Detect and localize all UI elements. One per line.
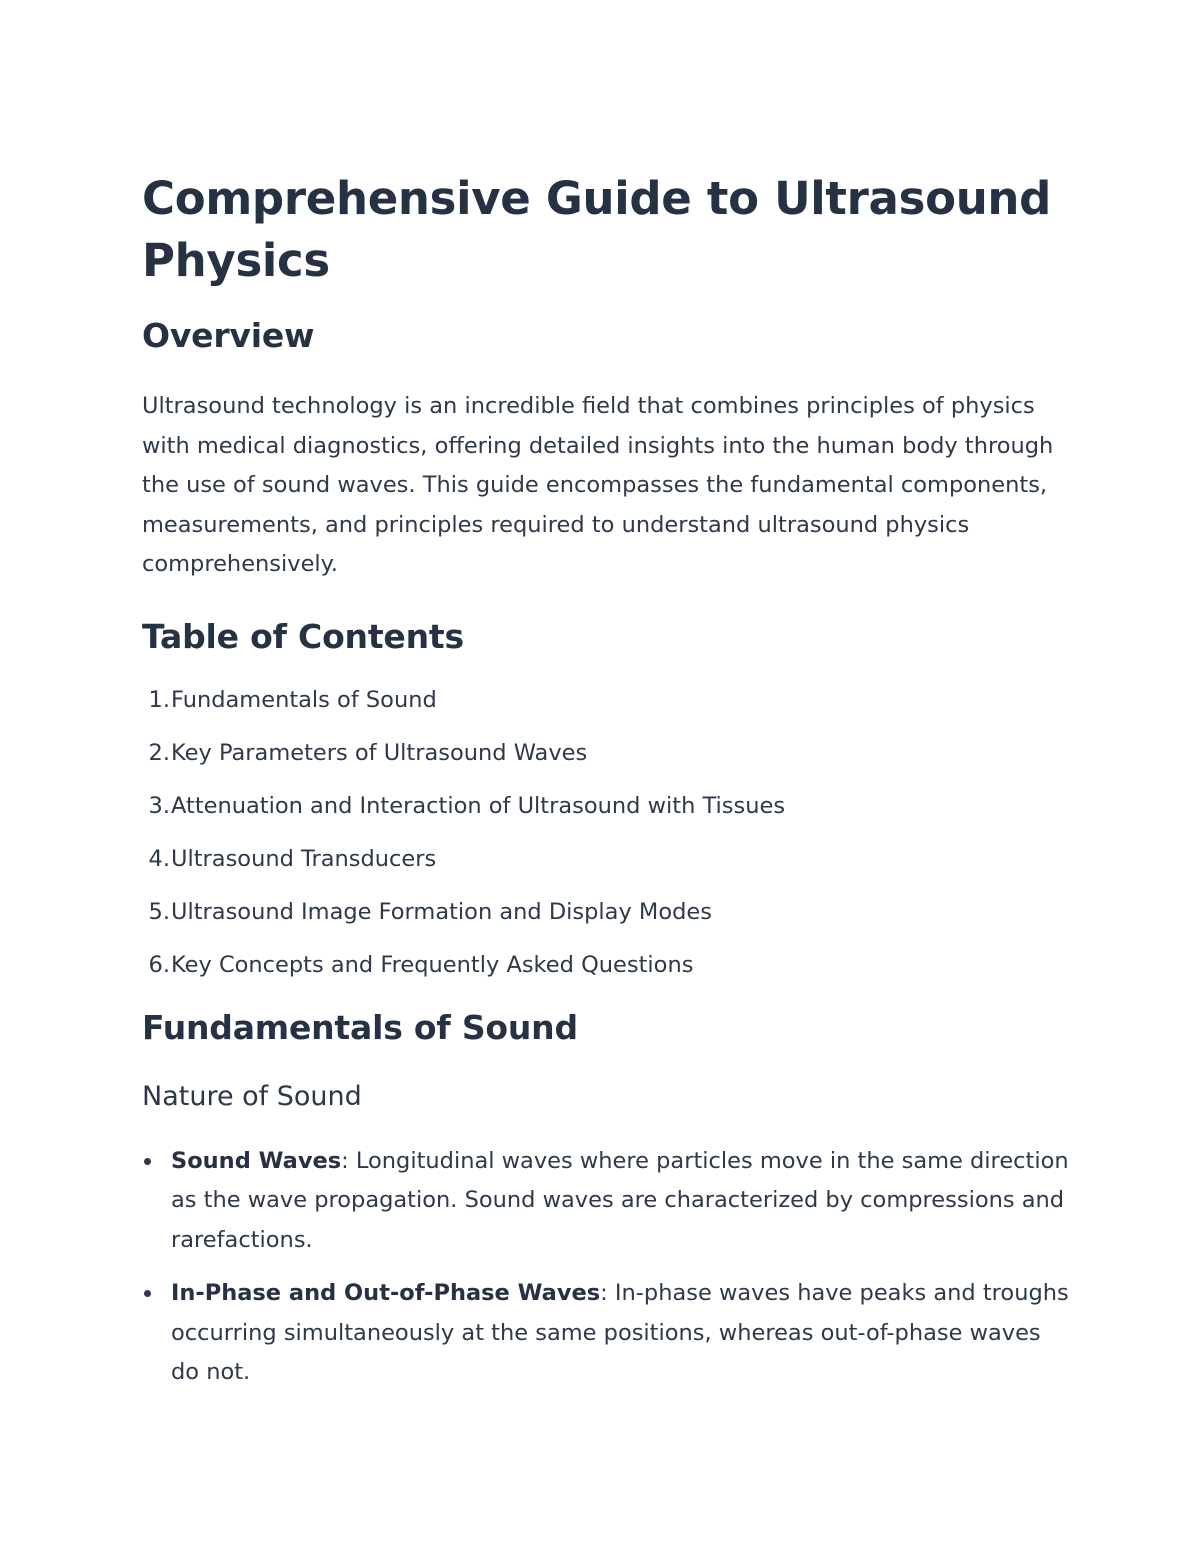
- toc-item[interactable]: [142, 683, 1072, 717]
- toc-item-number: 4.: [148, 845, 170, 872]
- bullet-text: : Longitudinal waves where particles move in the same direction as the wave propagation. Sound waves are characterized by compressions and rarefactions.: [171, 1147, 1069, 1253]
- bullet-term: Sound Waves: [171, 1147, 342, 1174]
- bullet-text: : In-phase waves have peaks and troughs occurring simultaneously at the same positions, whereas out-of-phase waves do not.: [171, 1280, 1069, 1385]
- bullet-term: In-Phase and Out-of-Phase Waves: [171, 1280, 601, 1306]
- fundamentals-heading: Fundamentals of Sound: [142, 1007, 578, 1047]
- list-item: [142, 1274, 1072, 1393]
- bullet-dot-icon: [144, 1158, 151, 1165]
- toc-item-label: Ultrasound Transducers: [171, 845, 437, 872]
- toc-item-number: 6.: [148, 951, 170, 978]
- toc-item-label: Key Parameters of Ultrasound Waves: [171, 739, 588, 766]
- nature-of-sound-subheading: Nature of Sound: [142, 1080, 362, 1112]
- toc-item[interactable]: [142, 736, 1072, 770]
- document-title: Comprehensive Guide to Ultrasound Physics: [142, 172, 1052, 287]
- toc-item-number: 5.: [148, 898, 170, 925]
- toc-item[interactable]: [142, 789, 1072, 823]
- toc-item-label: Key Concepts and Frequently Asked Questions: [171, 951, 694, 978]
- toc-item-number: 1.: [148, 686, 170, 713]
- toc-item-label: Fundamentals of Sound: [171, 686, 437, 713]
- overview-heading: Overview: [142, 316, 315, 355]
- document-page: [142, 168, 1072, 1407]
- toc-item-label: Attenuation and Interaction of Ultrasound with Tissues: [171, 792, 786, 819]
- toc-item-number: 3.: [148, 792, 170, 819]
- overview-paragraph: Ultrasound technology is an incredible field that combines principles of physics with medical diagnostics, offering detailed insights into the human body through the use of sound waves. This guide encompasses the fundamental components, measurements, and principles required to understand ultrasound physics comprehensively.: [142, 393, 1054, 577]
- list-item: [142, 1142, 1072, 1261]
- bullet-dot-icon: [144, 1290, 151, 1297]
- toc-item[interactable]: [142, 948, 1072, 982]
- toc-item[interactable]: [142, 895, 1072, 929]
- toc-item-number: 2.: [148, 739, 170, 766]
- bullet-list: [142, 1142, 1072, 1393]
- toc-item[interactable]: [142, 842, 1072, 876]
- toc-heading: Table of Contents: [142, 616, 464, 656]
- toc-list: [142, 683, 1072, 982]
- toc-item-label: Ultrasound Image Formation and Display Modes: [171, 898, 712, 925]
